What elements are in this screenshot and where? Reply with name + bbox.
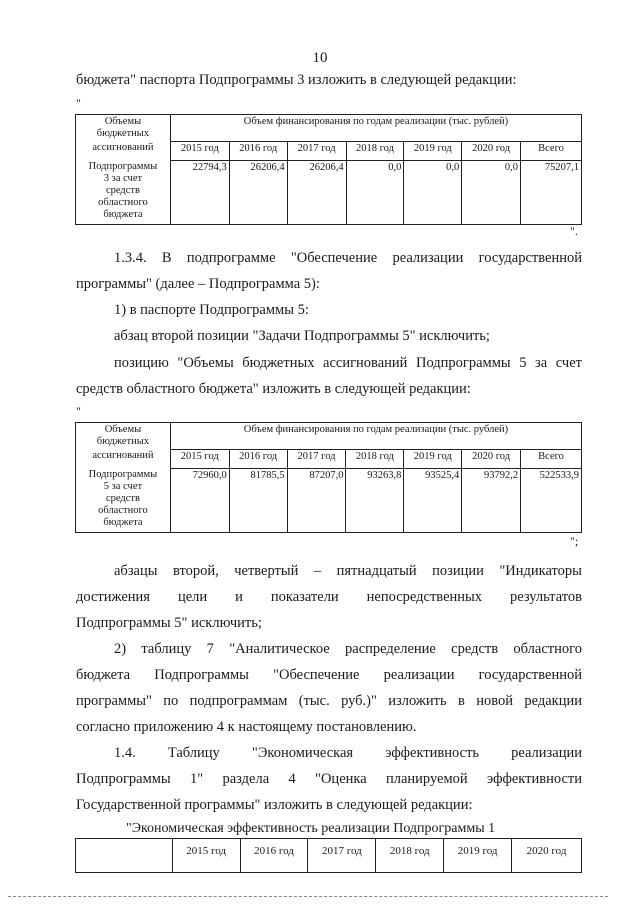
table2-label-bottom: Подпрограммы 5 за счет средств областного бюджета [76,468,171,533]
efficiency-table [75,838,582,873]
table2-year-2019: 2019 год [404,449,462,468]
table1-year-2015: 2015 год [170,141,229,160]
item2-line4: согласно приложению 4 к настоящему постановлению. [76,719,417,735]
footer-rule [8,896,608,897]
abzacy-line3: Подпрограммы 5" исключить; [76,615,262,631]
table2-year-2015: 2015 год [170,449,229,468]
table1-value-2017: 26206,4 [287,160,346,225]
table2-value-2015: 72960,0 [170,468,229,533]
table1-year-2018: 2018 год [346,141,404,160]
financing-table-1 [75,114,582,225]
table1-value-2015: 22794,3 [170,160,229,225]
table3-title: "Экономическая эффективность реализации Подпрограммы 1 [126,821,496,836]
table3-year-2019: 2019 год [444,839,512,873]
table3-corner [76,839,173,873]
table2-value-2020: 93792,2 [462,468,521,533]
p134-item1b-line1: позицию "Объемы бюджетных ассигнований Подпрограммы 5 за счет [114,355,582,371]
table1-year-2017: 2017 год [287,141,346,160]
table1-value-2016: 26206,4 [229,160,287,225]
table2-year-total: Всего [521,449,582,468]
p14-line1: 1.4. Таблицу "Экономическая эффективность реализации [114,745,582,761]
p14-line3: Государственной программы" изложить в следующей редакции: [76,797,473,813]
open-quote-1: " [76,96,81,110]
table1-label-mid: ассигнований [76,141,171,160]
table1-label-top: Объемы бюджетных [76,115,171,142]
table2-year-2020: 2020 год [462,449,521,468]
table2-value-2019: 93525,4 [404,468,462,533]
table3-year-2015: 2015 год [172,839,240,873]
intro-line: бюджета" паспорта Подпрограммы 3 изложить в следующей редакции: [76,72,517,88]
table1-value-2020: 0,0 [462,160,521,225]
p134-line1: 1.3.4. В подпрограмме "Обеспечение реализации государственной [114,250,582,266]
table2-year-2018: 2018 год [346,449,404,468]
table2-header: Объем финансирования по годам реализации (тыс. рублей) [170,423,581,450]
table3-year-2017: 2017 год [308,839,376,873]
table2-year-2016: 2016 год [229,449,287,468]
table2-value-2017: 87207,0 [287,468,346,533]
item2-line3: программы" по подпрограммам (тыс. руб.)" изложить в новой редакции [76,693,582,709]
table1-value-total: 75207,1 [521,160,582,225]
table2-value-2016: 81785,5 [229,468,287,533]
abzacy-line1: абзацы второй, четвертый – пятнадцатый позиции "Индикаторы [114,563,582,579]
table1-year-2020: 2020 год [462,141,521,160]
table1-label-bottom: Подпрограммы 3 за счет средств областного бюджета [76,160,171,225]
table2-year-2017: 2017 год [287,449,346,468]
p134-line2: программы" (далее – Подпрограмма 5): [76,276,320,292]
table1-year-2016: 2016 год [229,141,287,160]
table1-value-2018: 0,0 [346,160,404,225]
p134-item1a: абзац второй позиции "Задачи Подпрограммы 5" исключить; [114,328,490,344]
page-number: 10 [312,50,328,66]
table3-year-2016: 2016 год [240,839,308,873]
p134-item1: 1) в паспорте Подпрограммы 5: [114,302,309,318]
item2-line2: бюджета Подпрограммы "Обеспечение реализации государственной [76,667,582,683]
table2-label-mid: ассигнований [76,449,171,468]
table1-year-2019: 2019 год [404,141,462,160]
table2-value-2018: 93263,8 [346,468,404,533]
table3-year-2020: 2020 год [512,839,582,873]
table1-header: Объем финансирования по годам реализации (тыс. рублей) [170,115,581,142]
abzacy-line2: достижения цели и показатели непосредственных результатов [76,589,582,605]
item2-line1: 2) таблицу 7 "Аналитическое распределение средств областного [114,641,582,657]
table3-year-2018: 2018 год [376,839,444,873]
open-quote-2: " [76,404,81,418]
close-mark-1: ". [570,224,578,238]
table2-value-total: 522533,9 [521,468,582,533]
p134-item1b-line2: средств областного бюджета" изложить в следующей редакции: [76,381,471,397]
close-mark-2: "; [570,534,579,548]
table1-value-2019: 0,0 [404,160,462,225]
p14-line2: Подпрограммы 1" раздела 4 "Оценка планируемой эффективности [76,771,582,787]
financing-table-2 [75,422,582,533]
table2-label-top: Объемы бюджетных [76,423,171,450]
table1-year-total: Всего [521,141,582,160]
